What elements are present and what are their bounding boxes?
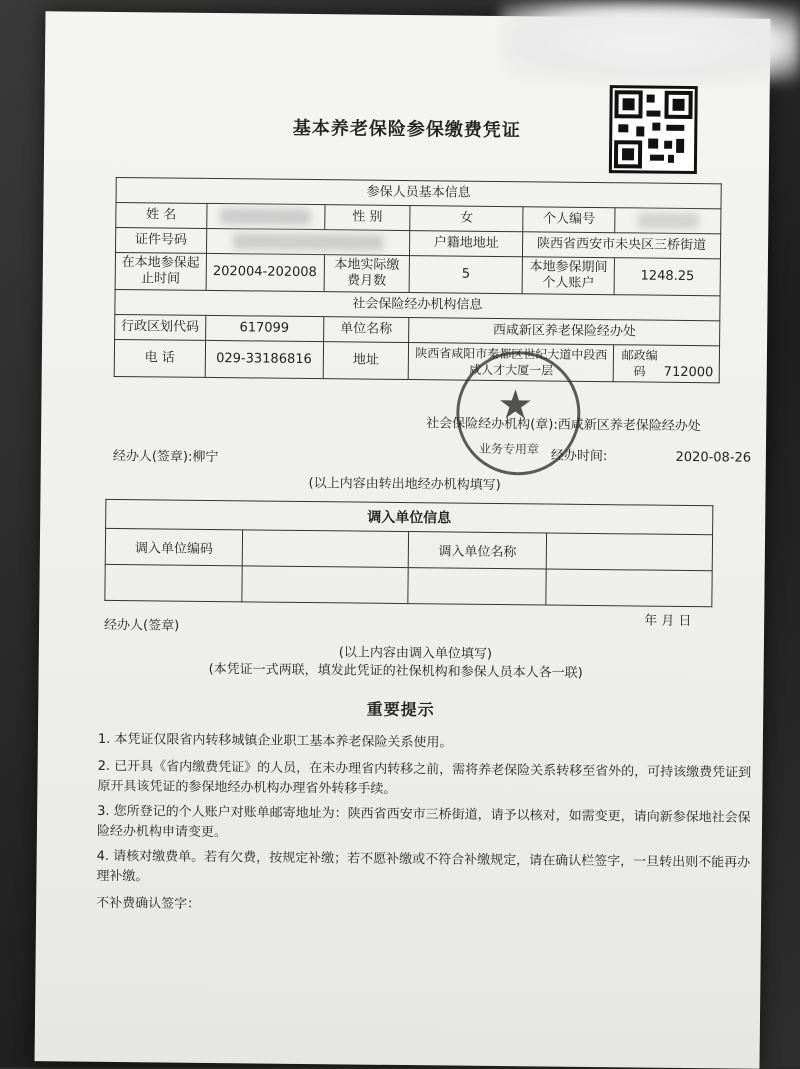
- qr-code-icon: [609, 85, 698, 174]
- region-code-label: 行政区划代码: [115, 314, 206, 340]
- blurred-area: [500, 1, 800, 84]
- name-value: [206, 203, 324, 229]
- phone-label: 电 话: [114, 339, 205, 377]
- no-supplement-sign-label: 不补费确认签字：: [96, 895, 201, 912]
- date-value: 2020-08-26: [675, 449, 752, 466]
- id-label: 证件号码: [115, 227, 206, 253]
- receiving-name-value[interactable]: [546, 533, 713, 571]
- tip-item: 1. 本凭证仅限省内转移城镇企业职工基本养老保险关系使用。: [97, 731, 453, 751]
- name-label: 姓 名: [116, 202, 207, 228]
- hukou-label: 户籍地地址: [410, 231, 523, 257]
- unit-name-value: 西咸新区养老保险经办处: [409, 318, 720, 346]
- tips-title: 重要提示: [366, 699, 435, 720]
- months-label: 本地实际缴费月数: [324, 255, 410, 293]
- receiving-agent-label: 经办人(签章): [104, 617, 180, 634]
- date-label: 经办时间:: [550, 448, 608, 465]
- phone-value: 029-33186816: [205, 340, 323, 378]
- document-paper: [35, 11, 771, 1069]
- person-id-value: [615, 208, 721, 234]
- star-icon: ★: [497, 381, 534, 429]
- section-header: 社会保险经办机构信息: [115, 289, 720, 320]
- receiving-note: (以上内容由调入单位填写): [338, 645, 493, 662]
- section-header: 参保人员基本信息: [116, 177, 721, 208]
- tip-item: 3. 您所登记的个人账户对账单邮寄地址为：陕西省西安市三桥街道，请予以核对，如需变更，请向新参保地社会保险经办机构申请变更。: [96, 803, 751, 841]
- agent-line: [113, 445, 219, 465]
- postal-cell: [614, 345, 720, 383]
- account-value: 1248.25: [614, 258, 720, 296]
- section-header: 调入单位信息: [106, 499, 713, 534]
- empty-cell: [408, 568, 545, 605]
- unit-name-label: 单位名称: [323, 317, 409, 343]
- postal-label: 邮政编码: [621, 347, 658, 379]
- id-value: [206, 228, 410, 255]
- insured-info-table: [114, 177, 722, 383]
- empty-cell: [105, 564, 242, 601]
- gender-value: 女: [410, 206, 523, 232]
- agent-label: 经办人(签章):: [112, 448, 193, 465]
- region-code-value: 617099: [205, 315, 323, 341]
- copies-note: (本凭证一式两联，填发此凭证的社保机构和参保人员本人各一联): [208, 661, 583, 681]
- receiving-name-label: 调入单位名称: [409, 532, 546, 569]
- months-value: 5: [409, 256, 522, 294]
- agent-name: 柳宁: [192, 449, 219, 466]
- empty-cell: [545, 569, 712, 607]
- agency-stamp-value: 西咸新区养老保险经办处: [557, 417, 701, 435]
- receiving-code-label: 调入单位编码: [105, 528, 242, 565]
- person-id-label: 个人编号: [523, 207, 616, 233]
- receiving-date-placeholder: 年 月 日: [644, 613, 692, 630]
- receiving-code-value[interactable]: [242, 530, 409, 568]
- agency-stamp-line: [426, 412, 701, 434]
- tip-item: 4. 请核对缴费单。若有欠费，按规定补缴；若不愿补缴或不符合补缴规定，请在确认栏签字，一旦转出则不能再办理补缴。: [96, 848, 751, 885]
- period-value: 202004-202008: [206, 253, 324, 291]
- receiving-unit-table: [104, 499, 713, 607]
- hukou-value: 陕西省西安市未央区三桥街道: [522, 232, 720, 259]
- transfer-out-note: (以上内容由转出地经办机构填写): [308, 476, 501, 494]
- document-title: 基本养老保险参保缴费凭证: [292, 117, 521, 142]
- tip-item: 2. 已开具《省内缴费凭证》的人员，在未办理省内转移之前，需将养老保险关系转移至省外的，可持该缴费凭证到原开具该凭证的参保地经办机构办理省外转移手续。: [97, 758, 752, 797]
- agency-stamp-label: 社会保险经办机构(章):: [426, 416, 558, 433]
- period-label: 在本地参保起止时间: [115, 252, 206, 290]
- gender-label: 性 别: [324, 205, 410, 231]
- date-line: [551, 445, 751, 466]
- empty-cell: [242, 566, 409, 604]
- stamp-text: 业务专用章: [478, 441, 540, 457]
- postal-value: 712000: [663, 364, 714, 380]
- address-value: 陕西省咸阳市秦都区世纪大道中段西咸人才大厦一层: [409, 343, 614, 382]
- address-label: 地址: [323, 342, 409, 380]
- account-label: 本地参保期间个人账户: [522, 257, 615, 295]
